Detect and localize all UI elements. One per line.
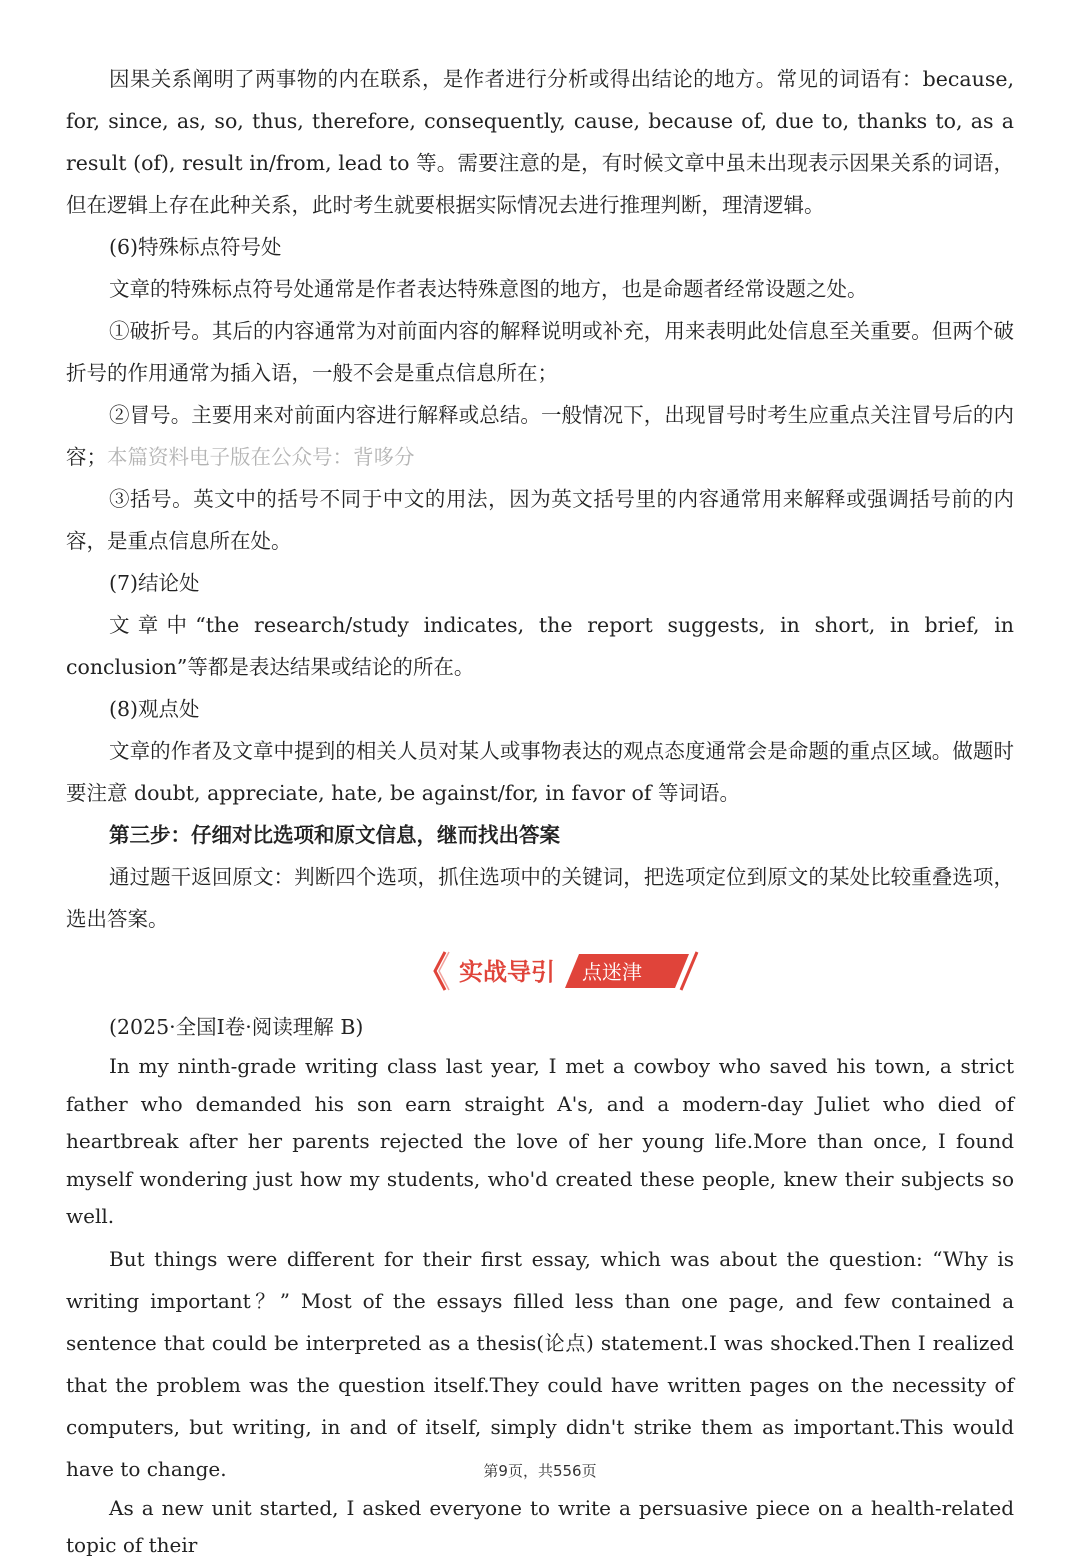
passage-paragraph-1: In my ninth-grade writing class last year, I met a cowboy who saved his town, a strict father who demanded his son earn straight A's, and a modern-day Juliet who died of heartbreak after her parents rejected the love of her young life.More than once, I found myself wondering just how my students, who'd created these people, knew their subjects so well. [66, 1054, 1014, 1228]
paragraph-conclusion: 文章中“the research/study indicates, the report suggests, in short, in brief, in conclusion”等都是表达结果或结论的所在。 [66, 613, 1014, 679]
colon-text: ②冒号。主要用来对前面内容进行解释或总结。一般情况下，出现冒号时考生应重点关注冒号后的内容； [66, 403, 1014, 469]
paragraph-brackets: ③括号。英文中的括号不同于中文的用法，因为英文括号里的内容通常用来解释或强调括号前的内容，是重点信息所在处。 [66, 487, 1014, 553]
banner-left-chevron-icon [435, 952, 445, 990]
paragraph-causality: 因果关系阐明了两事物的内在联系，是作者进行分析或得出结论的地方。常见的词语有：because, for, since, as, so, thus, therefore, consequently, cause, because of, due to, thanks to, as a result (of), result in/from, lead to 等。需要注意的是，有时候文章中虽未出现表示因果关系的词语，但在逻辑上存在此种关系，此时考生就要根据实际情况去进行推理判断，理清逻辑。 [66, 67, 1014, 217]
heading-special-punctuation: (6)特殊标点符号处 [109, 235, 282, 259]
banner-graphic [431, 946, 761, 996]
passage-paragraph-2: But things were different for their first essay, which was about the question: “Why is writing important？” Most of the essays filled less than one page, and few contained a sentence that could be interpreted as a thesis(论点) statement.I was shocked.Then I realized that the problem was the question itself.They could have written pages on the necessity of computers, but writing, in and of itself, simply didn't strike them as important.This would have to change. [66, 1246, 1014, 1481]
passage-source: (2025·全国Ⅰ卷·阅读理解 B) [109, 1015, 364, 1039]
section-banner [66, 946, 1014, 1008]
paragraph-dash: ①破折号。其后的内容通常为对前面内容的解释说明或补充，用来表明此处信息至关重要。但两个破折号的作用通常为插入语，一般不会是重点信息所在； [66, 319, 1014, 385]
passage-paragraph-3: As a new unit started, I asked everyone to write a persuasive piece on a health-related topic of their [66, 1495, 1014, 1557]
paragraph-colon [66, 394, 1014, 478]
step-three-heading: 第三步：仔细对比选项和原文信息，继而找出答案 [109, 823, 560, 847]
page-footer: 第9页，共556页 [483, 1462, 597, 1480]
heading-conclusion: (7)结论处 [109, 571, 200, 595]
paragraph-step-three: 通过题干返回原文：判断四个选项，抓住选项中的关键词，把选项定位到原文的某处比较重叠选项，选出答案。 [66, 865, 1014, 931]
watermark-text: 本篇资料电子版在公众号：背哆分 [107, 445, 415, 469]
page-body [66, 58, 1014, 1565]
heading-viewpoint: (8)观点处 [109, 697, 200, 721]
banner-main-text: 实战导引 [459, 958, 555, 986]
paragraph-punctuation-intro: 文章的特殊标点符号处通常是作者表达特殊意图的地方，也是命题者经常设题之处。 [109, 277, 868, 301]
banner-sub-text: 点迷津 [582, 960, 642, 984]
paragraph-viewpoint: 文章的作者及文章中提到的相关人员对某人或事物表达的观点态度通常会是命题的重点区域。做题时要注意 doubt, appreciate, hate, be against/for, in favor of 等词语。 [66, 739, 1014, 805]
